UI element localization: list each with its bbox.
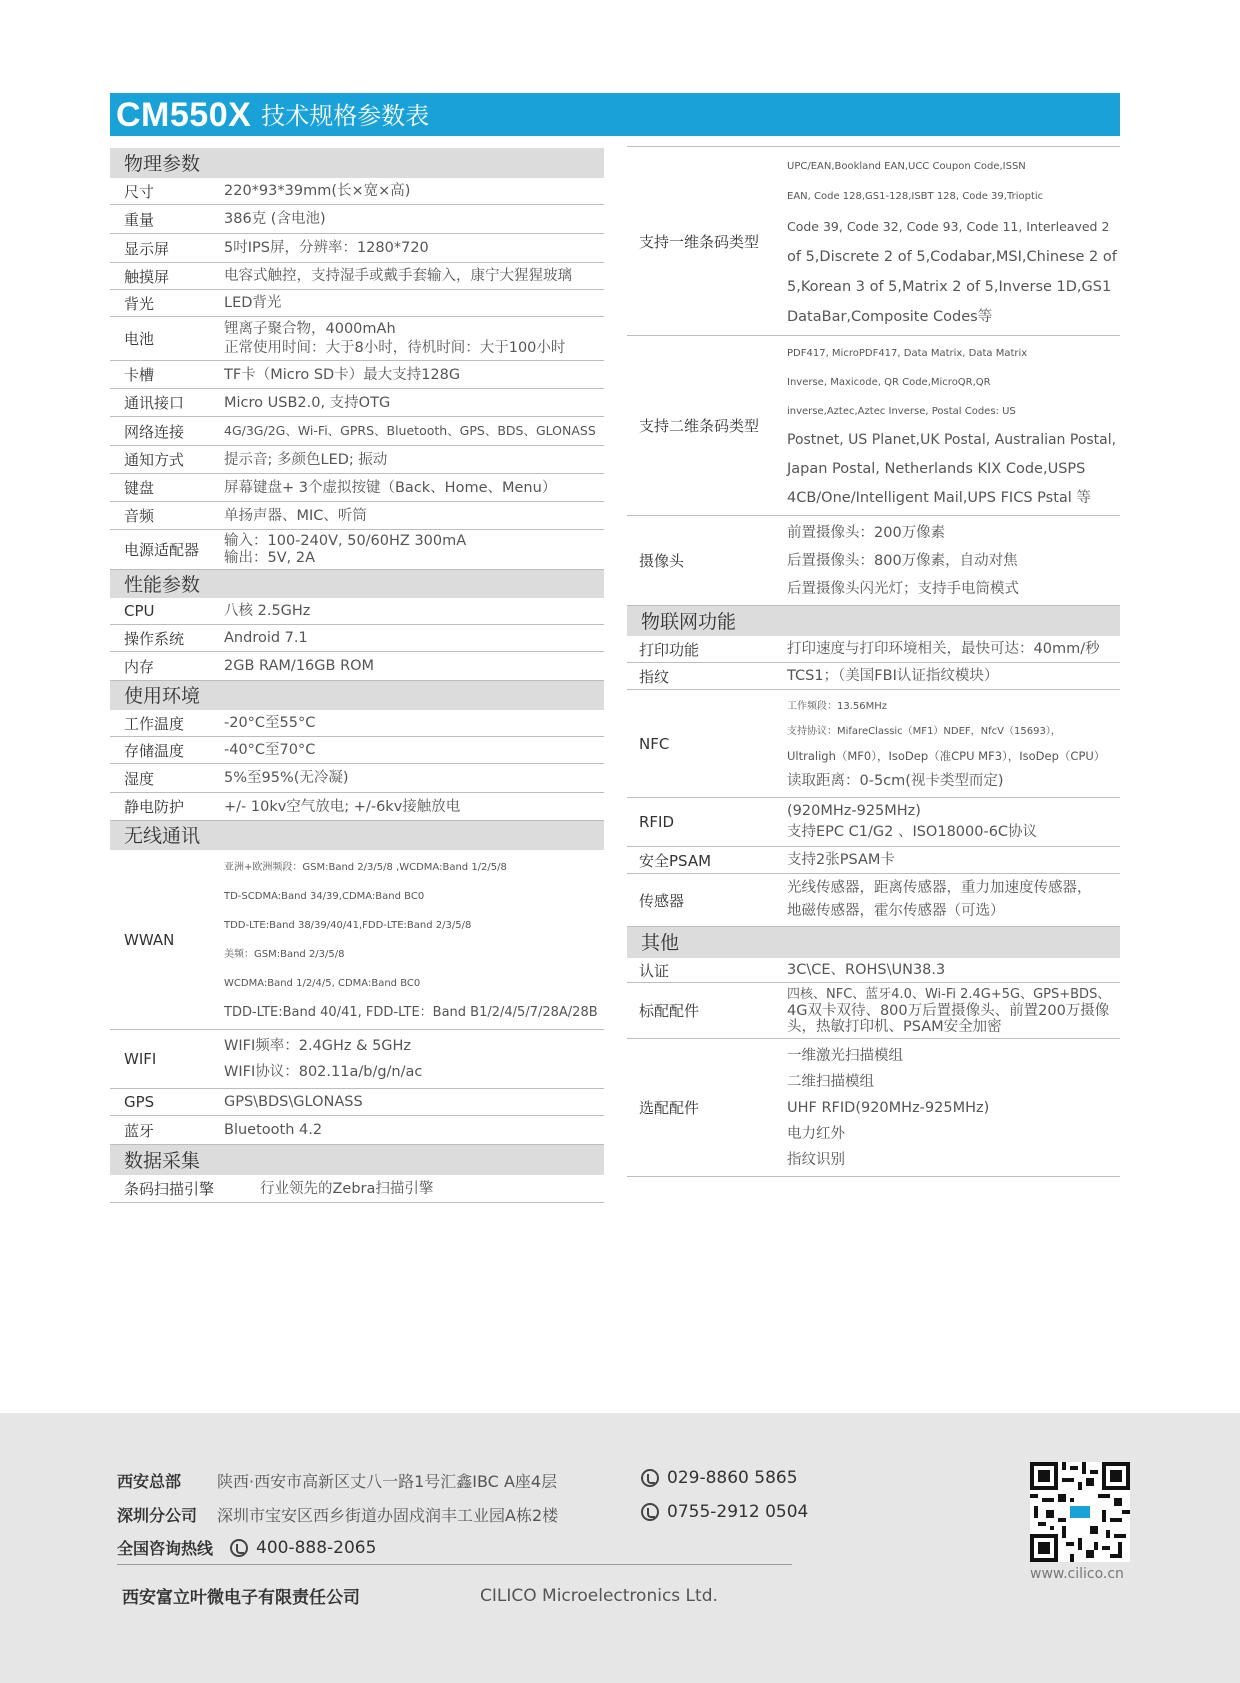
spec-value-line: Inverse, Maxicode, QR Code,MicroQR,QR <box>787 376 991 388</box>
spec-value <box>224 853 598 1027</box>
spec-value-line: 头，热敏打印机、PSAM安全加密 <box>787 1018 1002 1035</box>
spec-value-line: 电容式触控，支持湿手或戴手套输入，康宁大猩猩玻璃 <box>224 268 572 284</box>
spec-value-line: WCDMA:Band 1/2/4/5, CDMA:Band BC0 <box>224 977 421 989</box>
spec-value <box>787 694 1105 794</box>
spec-label: 选配配件 <box>639 1099 700 1117</box>
spec-value-line: 锂离子聚合物，4000mAh <box>224 320 396 337</box>
spec-value-line: 亚洲+欧洲频段：GSM:Band 2/3/5/8 ,WCDMA:Band 1/2/5/8 <box>224 861 507 873</box>
spec-row <box>110 502 604 530</box>
spec-label: 指纹 <box>639 667 670 686</box>
spec-value <box>224 1118 322 1142</box>
spec-value <box>787 877 1092 923</box>
spec-value-line: 提示音; 多颜色LED; 振动 <box>224 451 388 468</box>
website: www.cilico.cn <box>1030 1566 1124 1582</box>
spec-value-line: 后置摄像头闪光灯；支持手电筒模式 <box>787 580 1019 597</box>
spec-value-line: 工作频段：13.56MHz <box>787 700 888 712</box>
spec-value-line: 支持协议：MifareClassic（MF1）NDEF，NfcV（15693）， <box>787 725 1061 737</box>
spec-value <box>224 626 308 650</box>
hotline <box>117 1536 376 1559</box>
spec-label: 尺寸 <box>124 182 155 201</box>
xian-office <box>117 1469 557 1492</box>
xian-phone-block <box>641 1468 798 1488</box>
spec-value <box>787 1043 989 1173</box>
spec-value <box>260 1177 433 1201</box>
spec-label: NFC <box>639 734 670 753</box>
spec-value <box>224 504 367 528</box>
spec-value <box>224 320 565 358</box>
spec-row <box>110 652 604 681</box>
footer-divider <box>117 1564 792 1565</box>
spec-value-line: 电力红外 <box>787 1125 845 1142</box>
spec-value-line: EAN, Code 128,GS1-128,ISBT 128, Code 39,Trioptic <box>787 190 1044 202</box>
spec-value-line: LED背光 <box>224 295 282 311</box>
spec-value-line: 行业领先的Zebra扫描引擎 <box>260 1180 434 1197</box>
xian-label: 西安总部 <box>117 1472 182 1491</box>
spec-value <box>224 1090 363 1114</box>
spec-value <box>224 533 466 567</box>
spec-value-line: 美频：GSM:Band 2/3/5/8 <box>224 948 345 960</box>
spec-value <box>224 654 374 678</box>
spec-row <box>627 847 1120 874</box>
spec-value-line: PDF417, MicroPDF417, Data Matrix, Data Matrix <box>787 347 1028 359</box>
section-header-environment: 使用环境 <box>110 681 604 710</box>
spec-row <box>110 317 604 361</box>
spec-row <box>627 636 1120 663</box>
spec-label: 蓝牙 <box>124 1121 155 1140</box>
spec-row <box>110 446 604 474</box>
phone-icon <box>641 1469 659 1487</box>
spec-row <box>627 983 1120 1039</box>
spec-value-line: 386克 (含电池) <box>224 211 326 227</box>
spec-value-line: 5%至95%(无冷凝) <box>224 770 349 786</box>
phone-icon <box>641 1503 659 1521</box>
spec-value-line: Code 39, Code 32, Code 93, Code 11, Interleaved 2 <box>787 218 1110 234</box>
spec-value <box>787 664 998 688</box>
spec-value <box>224 391 390 415</box>
spec-label: 重量 <box>124 210 155 229</box>
spec-value <box>787 637 1100 661</box>
spec-value <box>224 738 315 762</box>
spec-row <box>110 625 604 652</box>
company-cn: 西安富立叶微电子有限责任公司 <box>122 1588 360 1608</box>
spec-value-line: Android 7.1 <box>224 630 308 646</box>
section-header-performance: 性能参数 <box>110 570 604 598</box>
spec-value <box>787 958 945 982</box>
spec-label: 条码扫描引擎 <box>124 1180 215 1198</box>
spec-row <box>627 148 1120 336</box>
shenzhen-office <box>117 1503 558 1526</box>
spec-label: 电池 <box>124 330 155 348</box>
spec-row <box>627 958 1120 983</box>
spec-row <box>110 1089 604 1116</box>
company-names <box>122 1583 718 1608</box>
product-model: CM550X <box>116 96 252 134</box>
spec-value <box>224 419 596 443</box>
spec-value-line: 光线传感器，距离传感器，重力加速度传感器， <box>787 880 1092 896</box>
spec-label: 支持一维条码类型 <box>639 233 760 251</box>
spec-label: 打印功能 <box>639 640 700 659</box>
spec-value-line: +/- 10kv空气放电; +/-6kv接触放电 <box>224 798 461 815</box>
spec-value-line: 后置摄像头：800万像素，自动对焦 <box>787 552 1018 569</box>
spec-label: 电源适配器 <box>124 541 200 559</box>
spec-value-line: 支持2张PSAM卡 <box>787 852 895 868</box>
hotline-phone: 400-888-2065 <box>256 1537 377 1558</box>
shenzhen-phone-block <box>641 1502 808 1522</box>
spec-row <box>110 764 604 793</box>
spec-value <box>224 291 281 315</box>
spec-label: GPS <box>124 1093 155 1111</box>
spec-value-line: 220*93*39mm(长×宽×高) <box>224 183 411 199</box>
spec-value <box>224 264 572 288</box>
spec-value-line: 输入：100-240V, 50/60HZ 300mA <box>224 532 467 549</box>
spec-label: WIFI <box>124 1050 157 1068</box>
spec-value-line: Micro USB2.0, 支持OTG <box>224 394 391 411</box>
spec-value <box>224 363 460 387</box>
spec-row <box>627 516 1120 606</box>
spec-row <box>110 793 604 821</box>
spec-value-line: TDD-LTE:Band 38/39/40/41,FDD-LTE:Band 2/3/5/8 <box>224 919 472 931</box>
spec-label: 存储温度 <box>124 741 185 760</box>
title-banner <box>110 93 1120 136</box>
spec-label: CPU <box>124 602 155 620</box>
spec-value-line: WIFI频率：2.4GHz & 5GHz <box>224 1038 412 1054</box>
section-header-wireless: 无线通讯 <box>110 821 604 850</box>
spec-row <box>627 336 1120 516</box>
spec-row <box>110 417 604 446</box>
spec-value-line: 3C\CE、ROHS\UN38.3 <box>787 962 946 978</box>
spec-value <box>224 711 315 735</box>
section-header-data-capture: 数据采集 <box>110 1145 604 1175</box>
spec-value-line: 四核、NFC、蓝牙4.0、Wi-Fi 2.4G+5G、GPS+BDS、 <box>787 986 1111 1002</box>
spec-row <box>110 530 604 570</box>
spec-row <box>110 1116 604 1145</box>
spec-label: 内存 <box>124 657 155 676</box>
spec-row <box>110 234 604 263</box>
spec-value-line: UHF RFID(920MHz-925MHz) <box>787 1099 990 1116</box>
spec-value-line: 地磁传感器，霍尔传感器（可选） <box>787 903 1005 919</box>
spec-value-line: 支持EPC C1/G2 、ISO18000-6C协议 <box>787 824 1038 840</box>
spec-label: 音频 <box>124 507 155 525</box>
spec-value <box>224 599 310 623</box>
spec-label: 静电防护 <box>124 798 185 816</box>
spec-value-line: 2GB RAM/16GB ROM <box>224 658 375 674</box>
xian-phone: 029-8860 5865 <box>667 1468 798 1488</box>
spec-row <box>110 389 604 417</box>
spec-label: 键盘 <box>124 479 155 497</box>
spec-label: WWAN <box>124 930 175 949</box>
spec-value <box>224 179 410 203</box>
spec-value-line: 屏幕键盘+ 3个虚拟按键（Back、Home、Menu） <box>224 479 557 496</box>
spec-value-line: 4CB/One/Intelligent Mail,UPS FICS Pstal 等 <box>787 489 1091 506</box>
hotline-label: 全国咨询热线 <box>117 1539 214 1558</box>
shenzhen-label: 深圳分公司 <box>117 1506 198 1525</box>
spec-label: 网络连接 <box>124 422 185 441</box>
spec-value <box>224 476 556 500</box>
spec-value <box>224 236 429 260</box>
spec-row <box>627 874 1120 927</box>
spec-label: 认证 <box>639 961 670 980</box>
spec-label: 触摸屏 <box>124 267 170 286</box>
qr-code-icon <box>1030 1462 1130 1562</box>
spec-value-line: Ultraligh（MF0），IsoDep（准CPU MF3），IsoDep（CPU） <box>787 748 1106 763</box>
spec-row <box>110 361 604 389</box>
spec-row <box>110 850 604 1030</box>
spec-row <box>110 710 604 737</box>
spec-value-line: DataBar,Composite Codes等 <box>787 308 993 325</box>
spec-value-line: 单扬声器、MIC、听筒 <box>224 507 367 524</box>
spec-row <box>110 598 604 625</box>
spec-value <box>224 448 387 472</box>
spec-value-line: Bluetooth 4.2 <box>224 1122 323 1138</box>
spec-value-line: TCS1；（美国FBI认证指纹模块） <box>787 668 999 684</box>
spec-value-line: 4G/3G/2G、Wi-Fi、GPRS、Bluetooth、GPS、BDS、GLONASS <box>224 423 596 438</box>
spec-value-line: 指纹识别 <box>787 1151 845 1168</box>
section-header-iot: 物联网功能 <box>627 606 1120 636</box>
company-en: CILICO Microelectronics Ltd. <box>480 1585 718 1606</box>
spec-value-line: 一维激光扫描模组 <box>787 1047 903 1064</box>
spec-row <box>110 474 604 502</box>
spec-row <box>110 178 604 205</box>
spec-row <box>627 1039 1120 1177</box>
spec-value-line: Postnet, US Planet,UK Postal, Australian Postal, <box>787 431 1117 448</box>
spec-value-line: 4G双卡双待、800万后置摄像头、前置200万摄像 <box>787 1002 1110 1019</box>
spec-label: 湿度 <box>124 769 155 788</box>
shenzhen-address: 深圳市宝安区西乡街道办固戍润丰工业园A栋2楼 <box>217 1506 559 1525</box>
spec-value <box>787 801 1037 843</box>
spec-label: 标配配件 <box>639 1002 700 1020</box>
spec-value-line: 正常使用时间：大于8小时，待机时间：大于100小时 <box>224 339 566 356</box>
spec-label: 摄像头 <box>639 552 685 570</box>
spec-value <box>787 339 1116 513</box>
spec-value <box>787 519 1019 603</box>
spec-value-line: -40°C至70°C <box>224 742 316 758</box>
spec-label: 通讯接口 <box>124 394 185 412</box>
spec-label: 通知方式 <box>124 451 185 469</box>
title-divider <box>627 146 1120 147</box>
section-header-other: 其他 <box>627 927 1120 958</box>
spec-value-line: 5吋IPS屏，分辨率：1280*720 <box>224 240 429 256</box>
right-spec-column <box>627 148 1120 1177</box>
spec-value-line: TDD-LTE:Band 40/41, FDD-LTE：Band B1/2/4/5/7/28A/28B <box>224 1004 598 1020</box>
spec-row <box>627 798 1120 847</box>
spec-value <box>787 987 1110 1035</box>
shenzhen-phone: 0755-2912 0504 <box>667 1502 809 1522</box>
spec-value-line: 读取距离：0-5cm(视卡类型而定) <box>787 772 1004 789</box>
spec-label: 背光 <box>124 294 155 313</box>
spec-row <box>627 663 1120 690</box>
spec-value-line: (920MHz-925MHz) <box>787 803 921 819</box>
spec-value <box>787 152 1117 332</box>
spec-value-line: Japan Postal, Netherlands KIX Code,USPS <box>787 460 1086 477</box>
xian-address: 陕西·西安市高新区丈八一路1号汇鑫IBC A座4层 <box>217 1472 558 1491</box>
spec-label: RFID <box>639 813 675 831</box>
spec-value <box>787 848 895 872</box>
spec-value-line: -20°C至55°C <box>224 715 316 731</box>
spec-value-line: UPC/EAN,Bookland EAN,UCC Coupon Code,ISSN <box>787 160 1026 172</box>
spec-value-line: 打印速度与打印环境相关，最快可达：40mm/秒 <box>787 641 1100 657</box>
spec-label: 操作系统 <box>124 629 185 648</box>
spec-value <box>224 766 349 790</box>
spec-value-line: 八核 2.5GHz <box>224 603 311 619</box>
spec-label: 支持二维条码类型 <box>639 417 760 435</box>
spec-row <box>110 1030 604 1089</box>
spec-value <box>224 795 460 819</box>
spec-value-line: 前置摄像头：200万像素 <box>787 524 946 541</box>
spec-row <box>627 690 1120 798</box>
spec-row <box>110 290 604 317</box>
page-title: 技术规格参数表 <box>261 102 430 130</box>
spec-row <box>110 1175 604 1203</box>
spec-label: 显示屏 <box>124 239 170 258</box>
spec-value-line: 5,Korean 3 of 5,Matrix 2 of 5,Inverse 1D,GS1 <box>787 278 1112 295</box>
spec-row <box>110 205 604 234</box>
left-spec-column <box>110 148 604 1203</box>
spec-value-line: GPS\BDS\GLONASS <box>224 1094 363 1110</box>
spec-value-line: inverse,Aztec,Aztec Inverse, Postal Codes: US <box>787 405 1016 417</box>
spec-value-line: TD-SCDMA:Band 34/39,CDMA:Band BC0 <box>224 890 425 902</box>
spec-value-line: 二维扫描模组 <box>787 1073 874 1090</box>
section-header-physical: 物理参数 <box>110 148 604 178</box>
spec-label: 传感器 <box>639 891 685 910</box>
telephone-icon <box>230 1539 248 1557</box>
spec-value-line: 输出：5V, 2A <box>224 549 316 566</box>
spec-row <box>110 263 604 290</box>
spec-value-line: of 5,Discrete 2 of 5,Codabar,MSI,Chinese 2 of <box>787 248 1117 265</box>
spec-label: 安全PSAM <box>639 851 712 870</box>
spec-value-line: TF卡（Micro SD卡）最大支持128G <box>224 366 461 383</box>
spec-label: 工作温度 <box>124 714 185 733</box>
spec-value-line: WIFI协议：802.11a/b/g/n/ac <box>224 1064 423 1080</box>
spec-value <box>224 207 326 231</box>
spec-value <box>224 1033 422 1085</box>
spec-label: 卡槽 <box>124 366 155 384</box>
spec-row <box>110 737 604 764</box>
